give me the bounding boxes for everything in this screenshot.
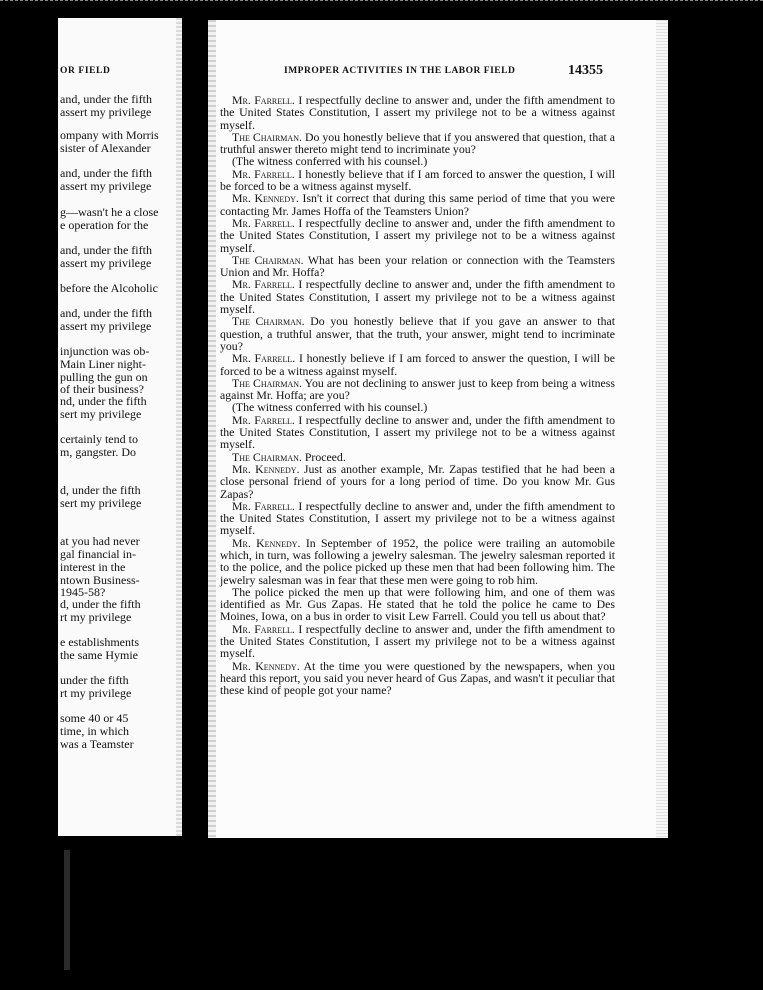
paragraph-text: Just as another example, Mr. Zapas testified that he had been a close personal friend of yours for a long period of time. Do you know Mr. Gus Zapas?	[220, 461, 615, 501]
testimony-paragraph	[220, 500, 615, 537]
paragraph-text: I respectfully decline to answer and, under the fifth amendment to the United States Constitution, I assert my privilege not to be a witness against myself.	[220, 412, 615, 452]
testimony-paragraph	[220, 315, 615, 352]
speaker-name: Mr. Farrell.	[232, 93, 295, 107]
previous-page-line: the same Hymie	[60, 648, 138, 662]
previous-page-line: nd, under the fifth	[60, 394, 147, 408]
previous-page-strip	[58, 18, 182, 836]
testimony-paragraph	[220, 623, 615, 660]
previous-page-line: ntown Business-	[60, 573, 140, 587]
paragraph-text: Do you honestly believe that if you gave an answer to that question, a truthful answer, that the truth, your answer, might tend to incriminate you?	[220, 314, 615, 353]
previous-page-line: d, under the fifth	[60, 483, 141, 497]
paragraph-text: I respectfully decline to answer and, under the fifth amendment to the United States Constitution, I assert my privilege not to be a witness against myself.	[220, 277, 615, 317]
previous-page-line: d, under the fifth	[60, 597, 141, 611]
speaker-name: Mr. Farrell.	[232, 351, 296, 366]
previous-page-line: assert my privilege	[60, 105, 152, 119]
speaker-name: Mr. Farrell.	[232, 215, 295, 230]
previous-page-line: under the fifth	[60, 673, 129, 687]
paragraph-text: The police picked the men up that were following him, and one of them was identified as Mr. Gus Zapas. He stated that he told the police he came to Des Moines, Iowa, on a bus in order to visit Lew Farrell. Could you tell us about that?	[220, 584, 615, 624]
previous-page-line: e operation for the	[60, 218, 149, 232]
speaker-name: Mr. Kennedy.	[232, 535, 301, 550]
speaker-name: Mr. Farrell.	[232, 621, 295, 636]
previous-page-line: pulling the gun on	[60, 370, 148, 384]
testimony-paragraph	[220, 217, 615, 254]
speaker-name: Mr. Kennedy.	[232, 191, 299, 206]
paragraph-text: I honestly believe if I am forced to answer the question, I will be forced to be a witness against myself.	[220, 351, 615, 378]
scan-border	[0, 0, 763, 5]
page-binding-edge	[208, 20, 216, 838]
previous-page-line: 1945-58?	[60, 585, 106, 599]
testimony-paragraph	[220, 168, 615, 193]
previous-page-line: assert my privilege	[60, 179, 152, 193]
paragraph-text: What has been your relation or connection with the Teamsters Union and Mr. Hoffa?	[220, 252, 615, 280]
paragraph-text: I respectfully decline to answer and, under the fifth amendment to the United States Constitution, I assert my privilege not to be a witness against myself.	[220, 215, 615, 255]
previous-page-line: and, under the fifth	[60, 92, 152, 106]
paragraph-text: I respectfully decline to answer and, under the fifth amendment to the United States Constitution, I assert my privilege not to be a witness against myself.	[220, 621, 615, 661]
paragraph-text: I respectfully decline to answer and, under the fifth amendment to the United States Constitution, I assert my privilege not to be a witness against myself.	[220, 498, 615, 538]
previous-page-line: sert my privilege	[60, 496, 142, 510]
page-edge	[176, 18, 182, 836]
paragraph-text: (The witness conferred with his counsel.)	[232, 154, 428, 169]
previous-page-line: rt my privilege	[60, 686, 132, 700]
running-header: IMPROPER ACTIVITIES IN THE LABOR FIELD	[284, 66, 516, 76]
previous-page-line: and, under the fifth	[60, 243, 152, 257]
previous-page-line: assert my privilege	[60, 256, 152, 270]
testimony-paragraph	[220, 414, 615, 451]
testimony-paragraph	[220, 131, 615, 156]
speaker-name: The Chairman.	[232, 314, 305, 329]
previous-page-line: of their business?	[60, 382, 144, 396]
speaker-name: The Chairman.	[232, 252, 304, 267]
paragraph-text: Isn't it correct that during this same period of time that you were contacting Mr. James Hoffa of the Teamsters Union?	[220, 191, 616, 218]
speaker-name: The Chairman.	[232, 449, 302, 464]
previous-page-line: g—wasn't he a close	[60, 205, 159, 219]
speaker-name: Mr. Kennedy.	[232, 658, 300, 673]
previous-page-line: sister of Alexander	[60, 141, 151, 155]
testimony-body	[220, 94, 615, 697]
previous-page-line: and, under the fifth	[60, 166, 152, 180]
previous-page-line: sert my privilege	[60, 407, 142, 421]
testimony-paragraph	[220, 377, 615, 402]
testimony-paragraph	[220, 463, 615, 500]
previous-page-line: rt my privilege	[60, 610, 132, 624]
previous-page-line: m, gangster. Do	[60, 445, 136, 459]
paragraph-text: I respectfully decline to answer and, under the fifth amendment to the United States Constitution, I assert my privilege not to be a witness against myself.	[220, 93, 615, 132]
testimony-paragraph	[220, 278, 615, 315]
previous-page-line: gal financial in-	[60, 547, 136, 561]
paragraph-text: Proceed.	[301, 449, 346, 464]
testimony-paragraph	[220, 94, 615, 131]
testimony-paragraph	[220, 586, 615, 623]
previous-page-line: before the Alcoholic	[60, 281, 158, 295]
speaker-name: Mr. Farrell.	[232, 166, 295, 181]
previous-page-line: assert my privilege	[60, 319, 152, 333]
testimony-paragraph	[220, 192, 615, 217]
speaker-name: Mr. Farrell.	[232, 277, 295, 292]
speaker-name: Mr. Farrell.	[232, 412, 295, 427]
scan-artifact	[64, 850, 70, 970]
previous-page-line: injunction was ob-	[60, 344, 150, 358]
previous-page-header: OR FIELD	[60, 66, 111, 76]
page-number: 14355	[568, 63, 603, 78]
previous-page-line: Main Liner night-	[60, 357, 146, 371]
speaker-name: Mr. Farrell.	[232, 498, 295, 513]
speaker-name: Mr. Kennedy.	[232, 461, 300, 476]
page-stack-edge	[656, 20, 668, 838]
previous-page-line: was a Teamster	[60, 737, 134, 751]
paragraph-text: Do you honestly believe that if you answered that question, that a truthful answer thereto might tend to incriminate you?	[220, 129, 615, 157]
testimony-paragraph	[220, 660, 615, 697]
previous-page-line: interest in the	[60, 560, 126, 574]
testimony-paragraph	[220, 537, 615, 586]
previous-page-line: certainly tend to	[60, 432, 138, 446]
previous-page-line: and, under the fifth	[60, 306, 152, 320]
paragraph-text: At the time you were questioned by the newspapers, when you heard this report, you said you never heard of Gus Zapas, and wasn't it peculiar that these kind of people got your name?	[220, 658, 615, 698]
testimony-paragraph	[220, 254, 615, 279]
paragraph-text: I honestly believe that if I am forced to answer the question, I will be forced to be a witness against myself.	[220, 166, 615, 194]
previous-page-line: e establishments	[60, 635, 139, 649]
paragraph-text: You are not declining to answer just to keep from being a witness against Mr. Hoffa; are you?	[220, 375, 615, 403]
previous-page-line: time, in which	[60, 724, 129, 738]
previous-page-line: at you had never	[60, 534, 140, 548]
speaker-name: The Chairman.	[232, 129, 302, 144]
document-page	[208, 20, 668, 838]
testimony-paragraph	[220, 352, 615, 377]
previous-page-line: some 40 or 45	[60, 711, 129, 725]
paragraph-text: (The witness conferred with his counsel.)	[232, 400, 428, 415]
paragraph-text: In September of 1952, the police were trailing an automobile which, in turn, was following a jewelry salesman. The jewelry salesman reported it to the police, and the police picked up these men that had been following him. The jewelry salesman was in fear that these men were going to rob him.	[220, 535, 616, 587]
previous-page-line: ompany with Morris	[60, 128, 159, 142]
speaker-name: The Chairman.	[232, 375, 302, 390]
